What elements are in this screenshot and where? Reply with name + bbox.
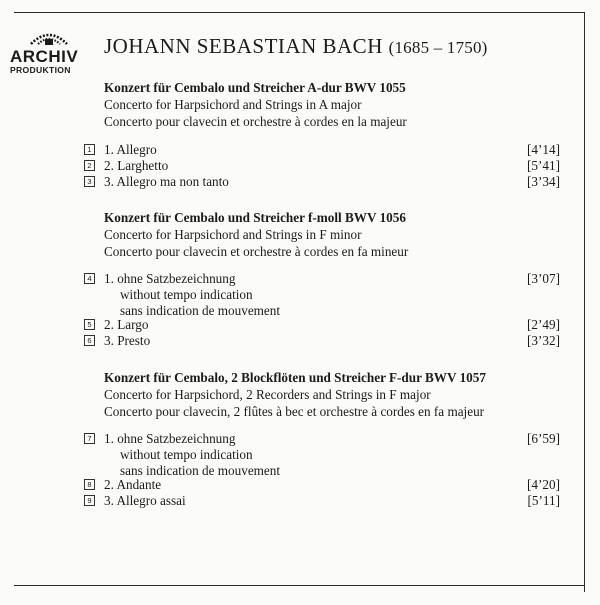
work-title-en: Concerto for Harpsichord, 2 Recorders and Strings in F major (104, 387, 431, 402)
track-title: 3. Allegro ma non tanto (104, 174, 229, 189)
track-duration: [5’11] (527, 493, 560, 508)
work-title-fr: Concerto pour clavecin et orchestre à cordes en fa mineur (104, 244, 409, 259)
track-duration: [3’07] (527, 271, 560, 286)
composer-dates: (1685 – 1750) (388, 38, 488, 57)
track-number-box: 8 (84, 479, 95, 490)
track-number-box: 6 (84, 335, 95, 346)
track-row[interactable] (84, 430, 560, 480)
track-subtitle-en: without tempo indication (120, 287, 253, 302)
work-title-fr: Concerto pour clavecin, 2 flûtes à bec et orchestre à cordes en fa majeur (104, 404, 485, 419)
work-title-de: Konzert für Cembalo und Streicher f-moll BWV 1056 (104, 210, 406, 225)
top-border-line (14, 12, 584, 13)
archiv-logo (10, 30, 90, 75)
work-title-de: Konzert für Cembalo, 2 Blockflöten und Streicher F-dur BWV 1057 (104, 370, 486, 385)
track-title: 2. Andante (104, 477, 162, 492)
archiv-emblem-icon (28, 30, 70, 46)
track-subtitle-fr: sans indication de mouvement (120, 463, 281, 478)
work-title-en: Concerto for Harpsichord and Strings in F minor (104, 227, 362, 242)
track-duration: [4’20] (527, 477, 560, 492)
track-number-box: 1 (84, 144, 95, 155)
track-number-box: 5 (84, 319, 95, 330)
track-duration: [2’49] (527, 317, 560, 332)
work-title-en: Concerto for Harpsichord and Strings in A major (104, 97, 362, 112)
track-number-box: 9 (84, 495, 95, 506)
track-number-box: 7 (84, 433, 95, 444)
track-duration: [6’59] (527, 431, 560, 446)
track-title: 2. Largo (104, 317, 149, 332)
track-title: 3. Presto (104, 333, 151, 348)
work-title-de: Konzert für Cembalo und Streicher A-dur BWV 1055 (104, 80, 406, 95)
track-title: 3. Allegro assai (104, 493, 186, 508)
logo-produktion-text: PRODUKTION (10, 65, 71, 75)
work-heading-bwv1055 (104, 79, 564, 130)
track-number-box: 3 (84, 176, 95, 187)
composer-name: JOHANN SEBASTIAN BACH (104, 34, 383, 58)
composer-heading (104, 34, 488, 59)
track-subtitle-en: without tempo indication (120, 447, 253, 462)
track-title: 1. ohne Satzbezeichnung (104, 271, 236, 286)
right-border-line (584, 12, 585, 592)
track-title: 2. Larghetto (104, 158, 169, 173)
work-title-fr: Concerto pour clavecin et orchestre à cordes en la majeur (104, 114, 407, 129)
track-duration: [4’14] (527, 142, 560, 157)
track-title: 1. Allegro (104, 142, 157, 157)
track-row[interactable] (84, 270, 560, 320)
track-duration: [3’34] (527, 174, 560, 189)
track-duration: [3’32] (527, 333, 560, 348)
track-subtitle-fr: sans indication de mouvement (120, 303, 281, 318)
track-number-box: 2 (84, 160, 95, 171)
bottom-border-line (14, 585, 584, 586)
work-heading-bwv1057 (104, 369, 564, 420)
work-heading-bwv1056 (104, 209, 564, 260)
logo-archiv-text: ARCHIV (10, 47, 79, 66)
track-number-box: 4 (84, 273, 95, 284)
track-title: 1. ohne Satzbezeichnung (104, 431, 236, 446)
track-duration: [5’41] (527, 158, 560, 173)
